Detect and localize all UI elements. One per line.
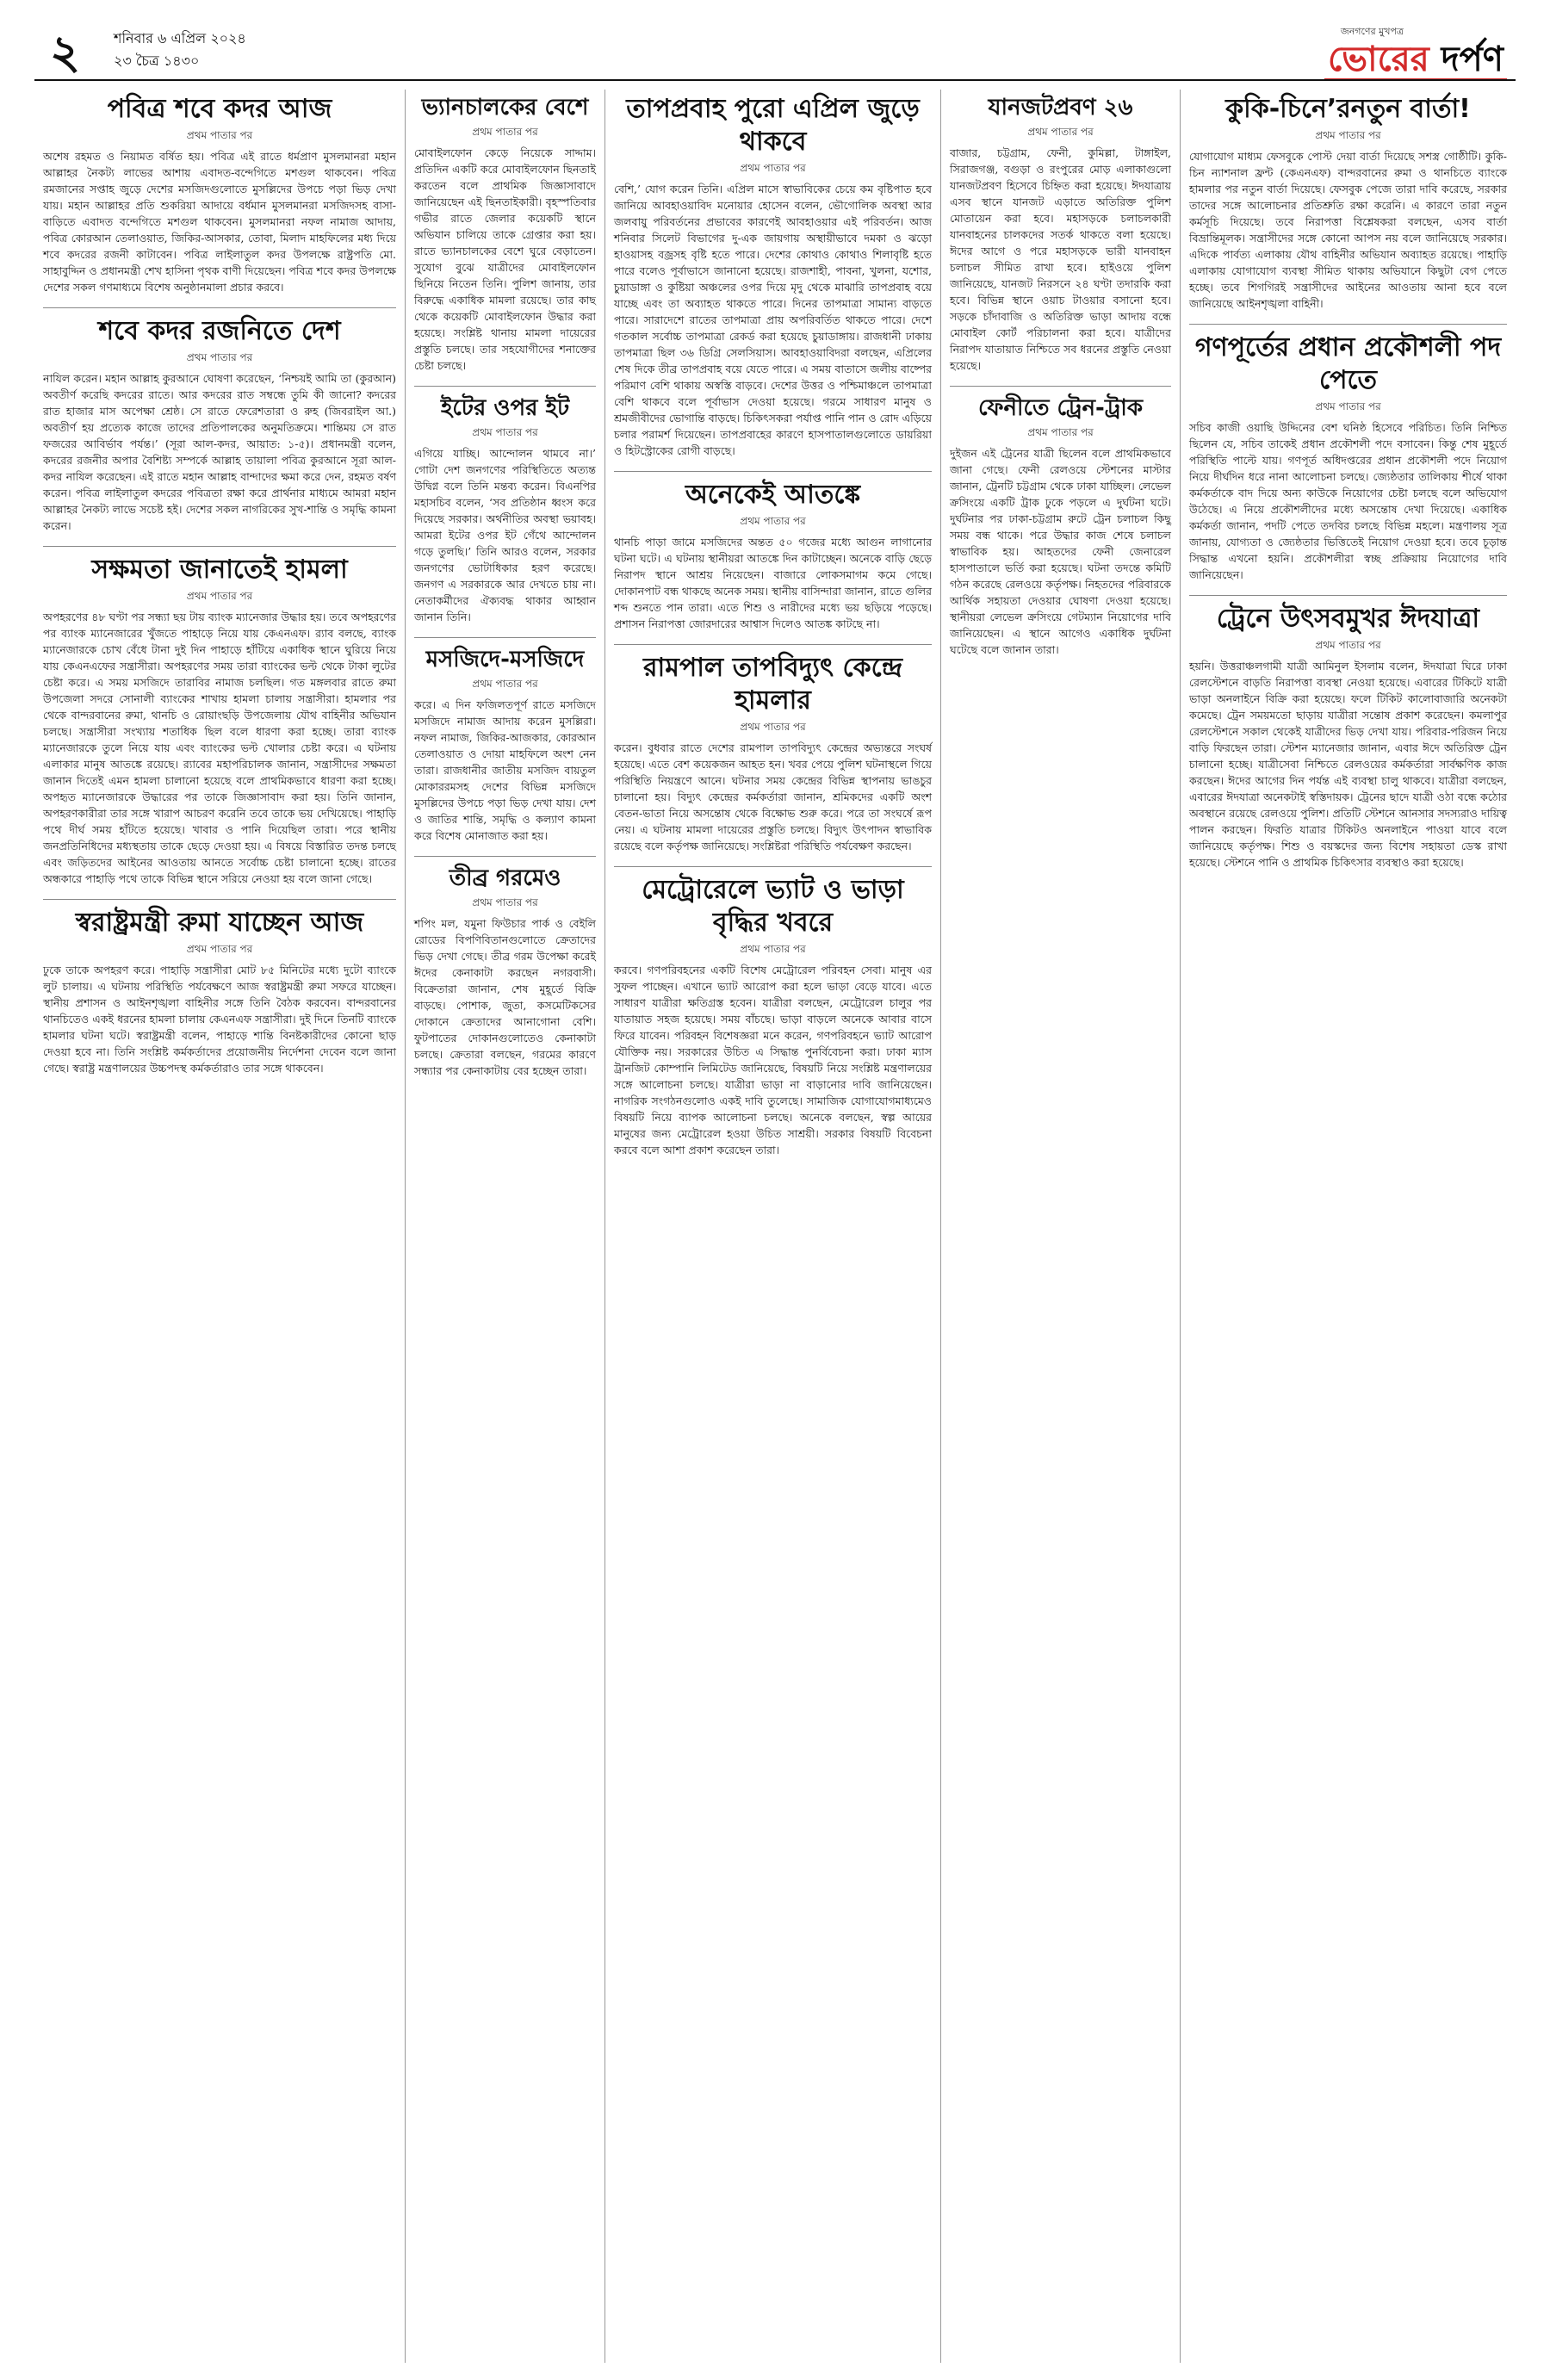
article-headline: ইটের ওপর ইট [440, 395, 570, 421]
divider [43, 899, 396, 900]
article-headline: শবে কদর রজনিতে দেশ [98, 316, 341, 346]
divider [614, 471, 932, 472]
article [43, 554, 396, 887]
continuation-label: প্রথম পাতার পর [186, 351, 253, 363]
article-body: সচিব কাজী ওয়াছি উদ্দিনের বেশ ঘনিষ্ঠ হিসেবে পরিচিত। তিনি নিশ্চিত ছিলেন যে, সচিব তাকেই প্রধান প্রকৌশলী পদে বসাবেন। কিন্তু শেষ মুহূর্তে পরিস্থিতি পাল্টে যায়। গণপূর্ত অধিদপ্তরের প্রধান প্রকৌশলী পদে নিয়োগ নিয়ে দীর্ঘদিন ধরে নানা আলোচনা চলছে। জ্যেষ্ঠতার তালিকায় শীর্ষে থাকা কর্মকর্তাকে বাদ দিয়ে অন্য কাউকে নিয়োগের চেষ্টা চলছে বলে অভিযোগ উঠেছে। এ নিয়ে প্রকৌশলীদের মধ্যে অসন্তোষ দেখা দিয়েছে। একাধিক কর্মকর্তা জানান, পদটি পেতে তদবির চলছে বিভিন্ন মহলে। মন্ত্রণালয় সূত্র জানায়, যোগ্যতা ও জ্যেষ্ঠতার ভিত্তিতেই নিয়োগ দেওয়া হবে। তবে চূড়ান্ত সিদ্ধান্ত এখনো হয়নি। প্রকৌশলীরা স্বচ্ছ প্রক্রিয়ায় নিয়োগের দাবি জানিয়েছেন। [1189, 421, 1507, 581]
article-headline: কুকি-চিনে’রনতুন বার্তা! [1225, 94, 1471, 124]
continuation-label: প্রথম পাতার পর [740, 162, 806, 174]
column-4 [940, 90, 1180, 2363]
divider [614, 644, 932, 645]
newspaper-brand [1324, 24, 1507, 81]
continuation-label: প্রথম পাতার পর [472, 126, 538, 138]
continuation-label: প্রথম পাতার পর [1027, 126, 1094, 138]
continuation-label: প্রথম পাতার পর [186, 129, 253, 141]
article-headline: ভ্যানচালকের বেশে [421, 95, 589, 121]
logo-text-part-2: দর্পণ [1441, 39, 1504, 79]
article [414, 394, 596, 625]
article [43, 93, 396, 295]
dateline [114, 29, 246, 71]
article-headline: ট্রেনে উৎসবমুখর ঈদযাত্রা [1216, 604, 1480, 634]
article-headline: রামপাল তাপবিদ্যুৎ কেন্দ্রে হামলার [643, 653, 902, 716]
newspaper-logo [1324, 40, 1507, 81]
article-headline: মসজিদে-মসজিদে [425, 647, 585, 672]
article [414, 864, 596, 1079]
continuation-label: প্রথম পাতার পর [1315, 639, 1381, 651]
divider [1189, 595, 1507, 596]
divider [950, 386, 1171, 387]
column-2 [405, 90, 604, 2363]
article-body: হয়নি। উত্তরাঞ্চলগামী যাত্রী আমিনুল ইসলাম বলেন, ঈদযাত্রা ঘিরে ঢাকা রেলস্টেশনে বাড়তি নিরাপত্তা ব্যবস্থা নেওয়া হয়েছে। এবারের টিকিটে যাত্রী ভাড়া অনলাইনে বিক্রি করা হয়েছে। ফলে টিকিট কালোবাজারি অনেকটা কমেছে। ট্রেন সময়মতো ছাড়ায় যাত্রীরা সন্তোষ প্রকাশ করেছেন। কমলাপুর রেলস্টেশনে সকাল থেকেই যাত্রীদের ভিড় দেখা যায়। পরিবার-পরিজন নিয়ে বাড়ি ফিরছেন তারা। স্টেশন ম্যানেজার জানান, এবার ঈদে অতিরিক্ত ট্রেন চালানো হচ্ছে। যাত্রীসেবা নিশ্চিতে রেলওয়ের কর্মকর্তারা সার্বক্ষণিক কাজ করছেন। ঈদের আগের দিন পর্যন্ত এই ব্যবস্থা চালু থাকবে। যাত্রীরা বলছেন, এবারের ঈদযাত্রা অনেকটাই স্বস্তিদায়ক। ট্রেনের ছাদে যাত্রী ওঠা বন্ধে কঠোর অবস্থানে রয়েছে রেলওয়ে পুলিশ। প্রতিটি স্টেশনে আনসার সদস্যরাও দায়িত্ব পালন করছেন। ফিরতি যাত্রার টিকিটও অনলাইনে পাওয়া যাবে বলে জানিয়েছে কর্তৃপক্ষ। শিশু ও বয়স্কদের জন্য বিশেষ সহায়তা ডেস্ক রাখা হয়েছে। স্টেশনে পানি ও প্রাথমিক চিকিৎসার ব্যবস্থাও করা হয়েছে। [1189, 660, 1507, 869]
article-body: বাজার, চট্টগ্রাম, ফেনী, কুমিল্লা, টাঙ্গাইল, সিরাজগঞ্জ, বগুড়া ও রংপুরের মোড় এলাকাগুলো যানজটপ্রবণ হিসেবে চিহ্নিত করা হয়েছে। ঈদযাত্রায় এসব স্থানে যানজট এড়াতে অতিরিক্ত পুলিশ মোতায়েন করা হবে। মহাসড়কে চলাচলকারী যানবাহনের চালকদের সতর্ক থাকতে বলা হয়েছে। ঈদের আগে ও পরে মহাসড়কে ভারী যানবাহন চলাচল সীমিত রাখা হবে। হাইওয়ে পুলিশ জানিয়েছে, যানজট নিরসনে ২৪ ঘণ্টা তদারকি করা হবে। বিভিন্ন স্থানে ওয়াচ টাওয়ার বসানো হবে। সড়কে চাঁদাবাজি ও অতিরিক্ত ভাড়া আদায় বন্ধে মোবাইল কোর্ট পরিচালনা করা হবে। যাত্রীদের নিরাপদ যাতায়াত নিশ্চিতে সব ধরনের প্রস্তুতি নেওয়া হয়েছে। [950, 146, 1171, 372]
continuation-label: প্রথম পাতার পর [1315, 129, 1381, 141]
article-columns [34, 90, 1516, 2363]
article [43, 315, 396, 534]
article [1189, 332, 1507, 583]
article [614, 479, 932, 632]
article-body: এগিয়ে যাচ্ছি। আন্দোলন থামবে না।’ গোটা দেশ জনগণের পরিস্থিতিতে অত্যন্ত উদ্বিগ্ন বলে তিনি মন্তব্য করেন। বিএনপির মহাসচিব বলেন, ‘সব প্রতিষ্ঠান ধ্বংস করে দিয়েছে সরকার। অর্থনীতির অবস্থা ভয়াবহ। আমরা ইটের ওপর ইট গেঁথে আন্দোলন গড়ে তুলছি।’ তিনি আরও বলেন, সরকার জনগণের ভোটাধিকার হরণ করেছে। জনগণ এ সরকারকে আর দেখতে চায় না। নেতাকর্মীদের ঐক্যবদ্ধ থাকার আহ্বান জানান তিনি। [414, 447, 596, 623]
article [614, 652, 932, 854]
continuation-label: প্রথম পাতার পর [1315, 400, 1381, 412]
masthead [34, 24, 1516, 77]
divider [414, 637, 596, 638]
article-headline: ফেনীতে ট্রেন-ট্রাক [977, 395, 1144, 421]
divider [414, 856, 596, 857]
article [950, 93, 1171, 374]
article-body: করেন। বুধবার রাতে দেশের রামপাল তাপবিদ্যুৎ কেন্দ্রের অভ্যন্তরে সংঘর্ষ হয়েছে। এতে বেশ কয়েকজন আহত হন। খবর পেয়ে পুলিশ ঘটনাস্থলে গিয়ে পরিস্থিতি নিয়ন্ত্রণে আনে। ঘটনার সময় কেন্দ্রের বিভিন্ন স্থাপনায় ভাঙচুর চালানো হয়। বিদ্যুৎ কেন্দ্রের কর্মকর্তারা জানান, শ্রমিকদের একটি অংশ বেতন-ভাতা নিয়ে অসন্তোষ থেকে বিক্ষোভ শুরু করে। পরে তা সংঘর্ষে রূপ নেয়। এ ঘটনায় মামলা দায়েরের প্রস্তুতি চলছে। বিদ্যুৎ উৎপাদন স্বাভাবিক রয়েছে বলে কর্তৃপক্ষ জানিয়েছে। সংশ্লিষ্টরা পরিস্থিতি পর্যবেক্ষণ করছেন। [614, 741, 932, 852]
article [43, 907, 396, 1076]
article-body: নাযিল করেন। মহান আল্লাহ কুরআনে ঘোষণা করেছেন, ‘নিশ্চয়ই আমি তা (কুরআন) অবতীর্ণ করেছি কদরের রাতে। আর কদরের রাত সম্বন্ধে তুমি কী জানো? কদরের রাত হাজার মাস অপেক্ষা শ্রেষ্ঠ। সে রাতে ফেরেশতারা ও রুহ (জিবরাইল আ.) অবতীর্ণ হয় প্রত্যেক কাজে তাদের প্রতিপালকের অনুমতিক্রমে। শান্তিময় সে রাত ফজরের আবির্ভাব পর্যন্ত।’ (সূরা আল-কদর, আয়াত: ১-৫)। প্রধানমন্ত্রী বলেন, কদরের রজনীর অপার বৈশিষ্ট্য সম্পর্কে আল্লাহ তায়ালা পবিত্র কুরআনে সূরা আল-কদর নাযিল করেছেন। এই রাতে মহান আল্লাহ বান্দাদের ক্ষমা করে দেন, রহমত বর্ষণ করেন। পবিত্র লাইলাতুল কদরের পবিত্রতা রক্ষা করে প্রার্থনার মাধ্যমে আমরা মহান আল্লাহর নৈকট্য লাভে সচেষ্ট হই। দেশের সকল নাগরিকের সুখ-শান্তি ও সমৃদ্ধি কামনা করেন। [43, 372, 396, 532]
continuation-label: প্রথম পাতার পর [186, 943, 253, 955]
continuation-label: প্রথম পাতার পর [740, 943, 806, 955]
column-5 [1180, 90, 1516, 2363]
divider [43, 307, 396, 308]
divider [414, 386, 596, 387]
continuation-label: প্রথম পাতার পর [740, 721, 806, 733]
brand-tagline: জনগণের মুখপত্র [1340, 26, 1404, 37]
article-headline: গণপূর্তের প্রধান প্রকৌশলী পদ পেতে [1194, 332, 1502, 395]
article-body: যোগাযোগ মাধ্যম ফেসবুকে পোস্ট দেয়া বার্তা দিয়েছে সশস্ত্র গোষ্ঠীটি। কুকি-চিন ন্যাশনাল ফ্রন্ট (কেএনএফ) বান্দরবানের রুমা ও থানচিতে ব্যাংকে হামলার পর নতুন বার্তা দিয়েছে। ফেসবুক পেজে তারা দাবি করেছে, সরকার তাদের সঙ্গে আলোচনার প্রতিশ্রুতি রক্ষা করেনি। এ কারণে তারা নতুন কর্মসূচি দিয়েছে। তবে নিরাপত্তা বিশ্লেষকরা বলছেন, এসব বার্তা বিভ্রান্তিমূলক। সন্ত্রাসীদের সঙ্গে কোনো আপস নয় বলে জানিয়েছে সরকার। এদিকে পার্বত্য এলাকায় যৌথ বাহিনীর অভিযান অব্যাহত রয়েছে। পাহাড়ি এলাকায় যোগাযোগ ব্যবস্থা সীমিত থাকায় অভিযানে কিছুটা বেগ পেতে হচ্ছে। তবে শিগগিরই সন্ত্রাসীদের আইনের আওতায় আনা হবে বলে জানিয়েছে আইনশৃঙ্খলা বাহিনী। [1189, 150, 1507, 310]
article-body: বেশি,’ যোগ করেন তিনি। এপ্রিল মাসে স্বাভাবিকের চেয়ে কম বৃষ্টিপাত হবে জানিয়ে আবহাওয়াবিদ মনোয়ার হোসেন বলেন, ভৌগোলিক অবস্থা আর জলবায়ু পরিবর্তনের প্রভাবের কারণেই আবহাওয়ার এই পরিবর্তন। আজ শনিবার সিলেট বিভাগের দু-এক জায়গায় অস্থায়ীভাবে দমকা ও ঝড়ো হাওয়াসহ বজ্রসহ বৃষ্টি হতে পারে। দেশের কোথাও কোথাও শিলাবৃষ্টি হতে পারে বলেও পূর্বাভাসে জানানো হয়েছে। রাজশাহী, পাবনা, খুলনা, যশোর, চুয়াডাঙ্গা ও কুষ্টিয়া অঞ্চলের ওপর দিয়ে মৃদু থেকে মাঝারি তাপপ্রবাহ বয়ে যাচ্ছে এবং তা অব্যাহত থাকতে পারে। দিনের তাপমাত্রা সামান্য বাড়তে পারে। সারাদেশে রাতের তাপমাত্রা প্রায় অপরিবর্তিত থাকতে পারে। দেশে গতকাল সর্বোচ্চ তাপমাত্রা রেকর্ড করা হয়েছে চুয়াডাঙ্গায়। রাজধানী ঢাকায় তাপমাত্রা ছিল ৩৬ ডিগ্রি সেলসিয়াস। আবহাওয়াবিদরা বলছেন, এপ্রিলের শেষ দিকে তীব্র তাপপ্রবাহ বয়ে যেতে পারে। এ সময় বাতাসে জলীয় বাষ্পের পরিমাণ বেশি থাকায় অস্বস্তি বাড়বে। দেশের উত্তর ও পশ্চিমাঞ্চলে তাপমাত্রা বেশি থাকবে বলে পূর্বাভাস দেওয়া হয়েছে। গরমে সাধারণ মানুষ ও শ্রমজীবীদের ভোগান্তি বাড়ছে। চিকিৎসকরা পর্যাপ্ত পানি পান ও রোদ এড়িয়ে চলার পরামর্শ দিয়েছেন। তাপপ্রবাহের কারণে হাসপাতালগুলোতে ডায়রিয়া ও হিটস্ট্রোকের রোগী বাড়ছে। [614, 183, 933, 457]
article [414, 645, 596, 844]
continuation-label: প্রথম পাতার পর [740, 515, 806, 527]
article [614, 93, 932, 459]
column-3 [604, 90, 940, 2363]
date-bengali: ২৩ চৈত্র ১৪৩০ [114, 53, 200, 69]
logo-text-part-1: ভোরের [1328, 39, 1442, 79]
article-headline: স্বরাষ্ট্রমন্ত্রী রুমা যাচ্ছেন আজ [75, 908, 364, 938]
article [414, 93, 596, 374]
article-body: ঢুকে তাকে অপহরণ করে। পাহাড়ি সন্ত্রাসীরা মোট ৮৫ মিনিটের মধ্যে দুটো ব্যাংকে লুট চালায়। এ ঘটনায় পরিস্থিতি পর্যবেক্ষণে আজ স্বরাষ্ট্রমন্ত্রী রুমা সফরে যাচ্ছেন। স্থানীয় প্রশাসন ও আইনশৃঙ্খলা বাহিনীর সঙ্গে তিনি বৈঠক করবেন। বান্দরবানের থানচিতেও একই ধরনের হামলা চালায় কেএনএফ সন্ত্রাসীরা। দুই দিনে তিনটি ব্যাংকে হামলার ঘটনা ঘটে। স্বরাষ্ট্রমন্ত্রী বলেন, পাহাড়ে শান্তি বিনষ্টকারীদের কোনো ছাড় দেওয়া হবে না। তিনি সংশ্লিষ্ট কর্মকর্তাদের প্রয়োজনীয় নির্দেশনা দেবেন বলে জানা গেছে। স্বরাষ্ট্র মন্ত্রণালয়ের উচ্চপদস্থ কর্মকর্তারাও তার সঙ্গে থাকবেন। [43, 964, 396, 1075]
article-body: শপিং মল, যমুনা ফিউচার পার্ক ও বেইলি রোডের বিপণিবিতানগুলোতে ক্রেতাদের ভিড় দেখা গেছে। তীব্র গরম উপেক্ষা করেই ঈদের কেনাকাটা করছেন নগরবাসী। বিক্রেতারা জানান, শেষ মুহূর্তে বিক্রি বাড়ছে। পোশাক, জুতা, কসমেটিকসের দোকানে ক্রেতাদের আনাগোনা বেশি। ফুটপাতের দোকানগুলোতেও কেনাকাটা চলছে। ক্রেতারা বলছেন, গরমের কারণে সন্ধ্যার পর কেনাকাটায় বের হচ্ছেন তারা। [414, 917, 596, 1077]
divider [43, 546, 396, 547]
article-body: করে। এ দিন ফজিলতপূর্ণ রাতে মসজিদে মসজিদে নামাজ আদায় করেন মুসল্লিরা। নফল নামাজ, জিকির-আজকার, কোরআন তেলাওয়াত ও দোয়া মাহফিলে অংশ নেন তারা। রাজধানীর জাতীয় মসজিদ বায়তুল মোকাররমসহ দেশের বিভিন্ন মসজিদে মুসল্লিদের উপচে পড়া ভিড় দেখা যায়। দেশ ও জাতির শান্তি, সমৃদ্ধি ও কল্যাণ কামনা করে বিশেষ মোনাজাত করা হয়। [414, 698, 596, 842]
article-body: অশেষ রহমত ও নিয়ামত বর্ষিত হয়। পবিত্র এই রাতে ধর্মপ্রাণ মুসলমানরা মহান আল্লাহর নৈকট্য লাভের আশায় এবাদত-বন্দেগিতে মশগুল থাকবেন। পবিত্র রমজানের সপ্তাহ জুড়ে দেশের মসজিদগুলোতে মুসল্লিদের উপচে পড়া ভিড় দেখা যায়। মহান আল্লাহর প্রতি শুকরিয়া আদায়ে বর্ধমান মুসলমানরা মসজিদসহ বাসা-বাড়িতে এবাদত বন্দেগিতে মশগুল থাকবেন। মুসলমানরা নফল নামাজ আদায়, পবিত্র কোরআন তেলাওয়াত, জিকির-আসকার, তোবা, মিলাদ মাহফিলের মধ্য দিয়ে শবে কদরের রজনী কাটাবেন। পবিত্র লাইলাতুল কদর উপলক্ষে রাষ্ট্রপতি মো. সাহাবুদ্দিন ও প্রধানমন্ত্রী শেখ হাসিনা পৃথক বাণী দিয়েছেন। পবিত্র শবে কদর উপলক্ষে দেশের সকল গণমাধ্যমে বিশেষ অনুষ্ঠানমালা প্রচার করবে। [43, 150, 396, 294]
article-body: মোবাইলফোন কেড়ে নিয়েকে সাদ্দাম। প্রতিদিন একটি করে মোবাইলফোন ছিনতাই করতেন বলে প্রাথমিক জিজ্ঞাসাবাদে জানিয়েছেন এই ছিনতাইকারী। বৃহস্পতিবার গভীর রাতে জেলার কয়েকটি স্থানে অভিযান চালিয়ে তাকে গ্রেপ্তার করা হয়। রাতে ভ্যানচালকের বেশে ঘুরে বেড়াতেন। সুযোগ বুঝে যাত্রীদের মোবাইলফোন ছিনিয়ে নিতেন তিনি। পুলিশ জানায়, তার বিরুদ্ধে একাধিক মামলা রয়েছে। তার কাছ থেকে কয়েকটি মোবাইলফোন উদ্ধার করা হয়েছে। সংশ্লিষ্ট থানায় মামলা দায়েরের প্রস্তুতি চলছে। তার সহযোগীদের শনাক্তের চেষ্টা চলছে। [414, 146, 596, 372]
continuation-label: প্রথম পাতার পর [186, 590, 253, 602]
continuation-label: প্রথম পাতার পর [1027, 426, 1094, 438]
article-headline: মেট্রোরেলে ভ্যাট ও ভাড়া বৃদ্ধির খবরে [642, 875, 904, 938]
continuation-label: প্রথম পাতার পর [472, 426, 538, 438]
article-headline: তাপপ্রবাহ পুরো এপ্রিল জুড়ে থাকবে [626, 94, 920, 157]
article-body: থানচি পাড়া জামে মসজিদের অন্তত ৫০ গজের মধ্যে আগুন লাগানোর ঘটনা ঘটে। এ ঘটনায় স্থানীয়রা আতঙ্কে দিন কাটাচ্ছেন। অনেকে বাড়ি ছেড়ে নিরাপদ স্থানে আশ্রয় নিয়েছেন। বাজারে লোকসমাগম কমে গেছে। দোকানপাট বন্ধ থাকছে অনেক সময়। স্থানীয় বাসিন্দারা জানান, রাতে গুলির শব্দ শুনতে পান তারা। এতে শিশু ও নারীদের মধ্যে ভয় ছড়িয়ে পড়েছে। প্রশাসন নিরাপত্তা জোরদারের আশ্বাস দিলেও আতঙ্ক কাটছে না। [614, 536, 932, 630]
article-headline: পবিত্র শবে কদর আজ [107, 94, 332, 124]
divider [1189, 324, 1507, 325]
article-body: দুইজন এই ট্রেনের যাত্রী ছিলেন বলে প্রাথমিকভাবে জানা গেছে। ফেনী রেলওয়ে স্টেশনের মাস্টার জানান, ট্রেনটি চট্টগ্রাম থেকে ঢাকা যাচ্ছিল। লেভেল ক্রসিংয়ে একটি ট্রাক ঢুকে পড়লে এ দুর্ঘটনা ঘটে। দুর্ঘটনার পর ঢাকা-চট্টগ্রাম রুটে ট্রেন চলাচল কিছু সময় বন্ধ থাকে। পরে উদ্ধার কাজ শেষে চলাচল স্বাভাবিক হয়। আহতদের ফেনী জেনারেল হাসপাতালে ভর্তি করা হয়েছে। ঘটনা তদন্তে কমিটি গঠন করেছে রেলওয়ে কর্তৃপক্ষ। নিহতদের পরিবারকে আর্থিক সহায়তা দেওয়ার ঘোষণা দেওয়া হয়েছে। স্থানীয়রা লেভেল ক্রসিংয়ে গেটম্যান নিয়োগের দাবি জানিয়েছেন। এ স্থানে আগেও একাধিক দুর্ঘটনা ঘটেছে বলে জানান তারা। [950, 447, 1171, 656]
article [614, 874, 932, 1158]
article-headline: অনেকেই আতঙ্কে [685, 480, 861, 510]
divider [614, 866, 932, 867]
masthead-rule [34, 79, 1516, 81]
article-headline: যানজটপ্রবণ ২৬ [988, 95, 1133, 121]
article [1189, 93, 1507, 312]
continuation-label: প্রথম পাতার পর [472, 678, 538, 690]
article-body: করবে। গণপরিবহনের একটি বিশেষ মেট্রোরেল পরিবহন সেবা। মানুষ এর সুফল পাচ্ছেন। এখানে ভ্যাট আরোপ করা হলে ভাড়া বেড়ে যাবে। এতে সাধারণ যাত্রীরা ক্ষতিগ্রস্ত হবেন। যাত্রীরা বলছেন, মেট্রোরেল চালুর পর যাতায়াত সহজ হয়েছে। সময় বাঁচছে। ভাড়া বাড়লে অনেকে আবার বাসে ফিরে যাবেন। পরিবহন বিশেষজ্ঞরা মনে করেন, গণপরিবহনে ভ্যাট আরোপ যৌক্তিক নয়। সরকারের উচিত এ সিদ্ধান্ত পুনর্বিবেচনা করা। ঢাকা ম্যাস ট্রানজিট কোম্পানি লিমিটেড জানিয়েছে, বিষয়টি নিয়ে সংশ্লিষ্ট মন্ত্রণালয়ের সঙ্গে আলোচনা চলছে। যাত্রীরা ভাড়া না বাড়ানোর দাবি জানিয়েছেন। নাগরিক সংগঠনগুলোও একই দাবি তুলেছে। সামাজিক যোগাযোগমাধ্যমেও বিষয়টি নিয়ে ব্যাপক আলোচনা চলছে। অনেকে বলছেন, স্বল্প আয়ের মানুষের জন্য মেট্রোরেল হওয়া উচিত সাশ্রয়ী। সরকার বিষয়টি বিবেচনা করবে বলে আশা প্রকাশ করেছেন তারা। [614, 964, 932, 1156]
article [1189, 603, 1507, 871]
article-headline: সক্ষমতা জানাতেই হামলা [91, 555, 348, 585]
article [950, 394, 1171, 658]
column-1 [34, 90, 405, 2363]
page-number: ২ [50, 24, 81, 79]
article-headline: তীব্র গরমেও [449, 865, 561, 891]
continuation-label: প্রথম পাতার পর [472, 896, 538, 908]
date-gregorian: শনিবার ৬ এপ্রিল ২০২৪ [114, 30, 246, 46]
article-body: অপহরণের ৪৮ ঘণ্টা পর সন্ধ্যা ছয় টায় ব্যাংক ম্যানেজার উদ্ধার হয়। তবে অপহরণের পর ব্যাংক ম্যানেজারের খুঁজতে পাহাড়ে নিয়ে যায় কেএনএফ। র‍্যাব বলছে, ব্যাংক ম্যানেজারকে চোখ বেঁধে টানা দুই দিন পাহাড়ে হাঁটিয়ে একাধিক স্থানে ঘুরিয়ে নিয়ে যায় কেএনএফের সন্ত্রাসীরা। অপহরণের সময় তারা ব্যাংকের ভল্ট থেকে টাকা লুটের চেষ্টা করে। এ সময় মসজিদে তারাবির নামাজ চলছিল। গত মঙ্গলবার রাতে রুমা উপজেলা সদরে সোনালী ব্যাংকের শাখায় হামলা চালায় সন্ত্রাসীরা। হামলার পর থেকে বান্দরবানের রুমা, থানচি ও রোয়াংছড়ি উপজেলায় যৌথ বাহিনীর অভিযান চলছে। সন্ত্রাসীরা সংখ্যায় শতাধিক ছিল বলে ধারণা করা হচ্ছে। তারা ব্যাংক ম্যানেজারকে তুলে নিয়ে যায় এবং ব্যাংকের ভল্ট খোলার চেষ্টা করে। এ ঘটনায় এলাকার মানুষ আতঙ্কে রয়েছে। র‍্যাবের মহাপরিচালক জানান, সন্ত্রাসীদের সক্ষমতা জানান দিতেই এমন হামলা চালানো হয়েছে বলে প্রাথমিকভাবে ধারণা করা হচ্ছে। অপহৃত ম্যানেজারকে উদ্ধারের পর তাকে জিজ্ঞাসাবাদ করা হয়। তিনি জানান, অপহরণকারীরা তার সঙ্গে খারাপ আচরণ করেনি তবে তাকে ভয় দেখিয়েছে। পাহাড়ি পথে দীর্ঘ সময় হাঁটতে হয়েছে। খাবার ও পানি দিয়েছিল তারা। পরে স্থানীয় জনপ্রতিনিধিদের মধ্যস্থতায় তাকে ছেড়ে দেওয়া হয়। এ বিষয়ে বিস্তারিত তদন্ত চলছে এবং জড়িতদের আইনের আওতায় আনতে সর্বোচ্চ চেষ্টা চালানো হচ্ছে। রাতের অন্ধকারে পাহাড়ি পথে তাকে বিভিন্ন স্থানে সরিয়ে নেওয়া হয় বলে জানা গেছে। [43, 610, 396, 885]
